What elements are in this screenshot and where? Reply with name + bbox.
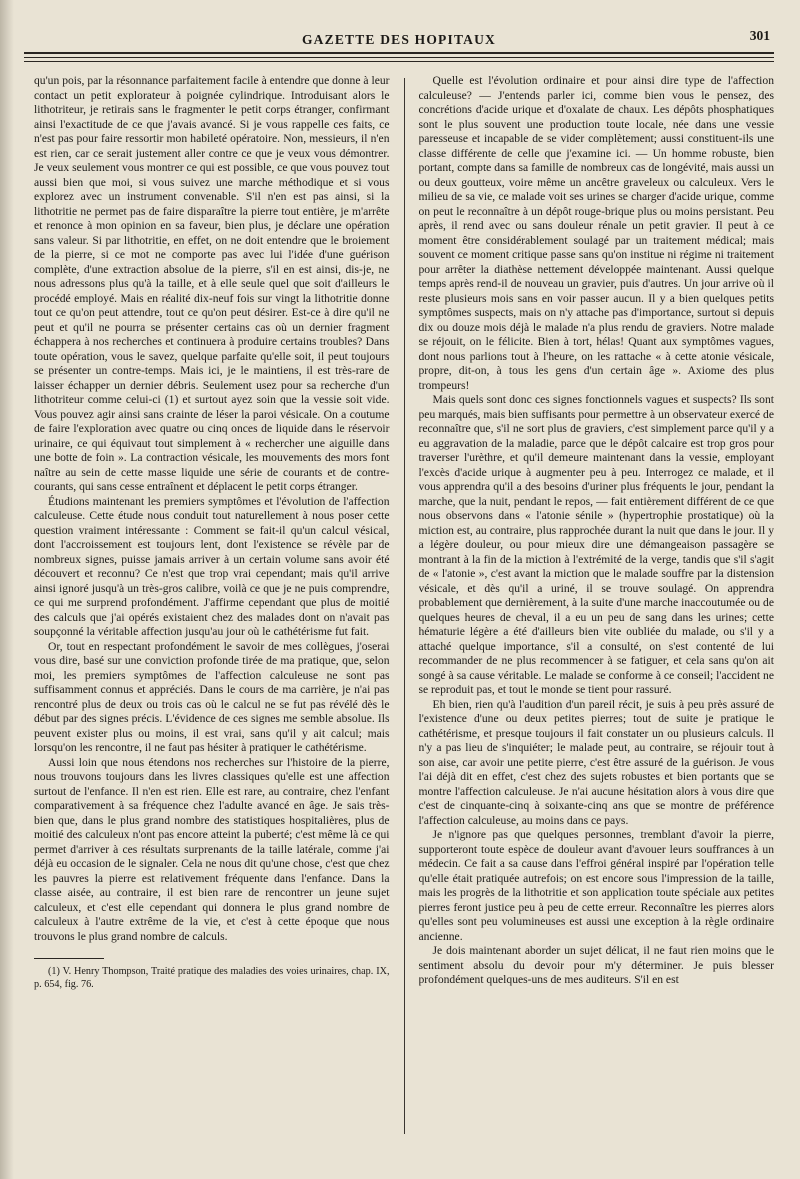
header-rule-thick [24,52,774,54]
footnote-rule [34,958,104,959]
left-paragraph-4: Aussi loin que nous étendons nos recherches sur l'histoire de la pierre, nous trouvons toujours dans les livres classiques qu'elle est une affection surtout de l'enfance. Il n'en est rien. Elle est rare, au contraire, chez l'enfant comparativement à sa fréquence chez l'adulte avancé en âge. Je sais très-bien que, dans le plus grand nombre des statistiques hospitalières, plus de moitié des calculeux n'ont pas encore atteint la puberté; c'est même là ce qui permet d'arriver à ces résultats surprenants de la taille latérale, comme j'ai déjà eu occasion de le signaler. Cela ne nous dit qu'une chose, c'est que chez les pauvres la pierre est relativement fréquente dans l'enfance. Dans la classe aisée, au contraire, il est bien rare de rencontrer un jeune sujet calculeux, et c'est elle cependant qui donnera le plus grand nombre de calculeux à l'autre extrême de la vie, et c'est à cette époque que nous trouvons le plus grand nombre de calculs. [34,755,390,943]
header-rule-thin-2 [24,61,774,62]
left-column [34,74,390,1134]
journal-title: GAZETTE DES HOPITAUX [301,32,497,47]
right-paragraph-3: Eh bien, rien qu'à l'audition d'un pareil récit, je suis à peu près assuré de l'existence d'une ou deux petites pierres; tout de suite je pratique le cathétérisme, et presque toujours il fait constater un ou plusieurs calculs. Il n'y a pas lieu de s'inquiéter; le malade peut, au contraire, se réjouir tout à son aise, car avoir une petite pierre, c'est être assuré de la guérison. Je vous l'ai déjà dit en effet, c'est chez des sujets robustes et bien portants que se montre l'affection calculeuse. Je n'ai aucune hésitation alors à vous dire que c'est de cinquante-cinq à soixante-cinq ans que se montre de préférence l'affection calculeuse, au moins dans ce pays. [418,697,774,827]
right-paragraph-4: Je n'ignore pas que quelques personnes, tremblant d'avoir la pierre, supporteront toute espèce de douleur avant d'avouer leurs souffrances à un médecin. Ce fait a sa cause dans l'effroi général inspiré par l'opération telle qu'elle était pratiquée autrefois; on est encore sous l'impression de la taille, mais les progrès de la lithotritie et son application toute spéciale aux petites pierres feront justice peu à peu de cette erreur. Reconnaître les pierres alors qu'elles sont peu volumineuses est aussi une exception à la règle ordinaire ancienne. [418,828,774,943]
page-binding-shadow [0,0,14,1179]
right-column [419,74,775,1134]
header-rule-thin [24,57,774,58]
masthead [24,24,774,66]
right-paragraph-5: Je dois maintenant aborder un sujet délicat, il ne faut rien moins que le sentiment absolu du devoir pour m'y déterminer. Je puis blesser profondément quelques-uns de mes auditeurs. S'il en est [418,944,774,986]
right-paragraph-2: Mais quels sont donc ces signes fonctionnels vagues et suspects? Ils sont peu marqués, mais bien suffisants pour permettre à un observateur exercé de reconnaître que, s'il ne sort plus de graviers, c'est simplement parce qu'il y a eu aggravation de la maladie, parce que le dépôt calcaire est trop gros pour traverser l'urèthre, et qu'il demeure maintenant dans la vessie, employant l'excès d'acide urique à augmenter peu à peu. Interrogez ce malade, et il vous apprendra qu'il a des besoins d'uriner plus fréquents le jour, pendant la marche, que la nuit, pendant le repos, — fait entièrement différent de ce que nous observons dans « l'atonie sénile » (hypertrophie prostatique) où la miction est, au contraire, plus rapprochée durant la nuit que dans le jour. Il y a légère douleur, ou pour mieux dire une démangeaison passagère se montrant à la fin de la miction à l'extrémité de la verge, tandis que s'il s'agit de « l'atonie », c'est avant la miction que le malade souffre par la distension vésicale, et dès qu'il a uriné, il se trouve soulagé. On apprendra probablement que dernièrement, à la suite d'une marche inaccoutumée ou de quelques heures de cheval, il a eu un peu de sang dans les urines; cette hématurie légère a été d'ailleurs bien vite oubliée du malade, ou s'il y a attaché quelque importance, s'il a consulté, on s'est contenté de lui recommander de ne plus recommencer à se fatiguer, et cela sans qu'on ait songé à sa cause véritable. Le malade se conforme à ce conseil; l'accident ne se reproduit pas, et tout le monde se tient pour rassuré. [418,393,774,696]
left-paragraph-1: qu'un pois, par la résonnance parfaitement facile à entendre que donne à leur contact un petit explorateur à poignée cylindrique. Introduisant alors le lithotriteur, je retirais sans le fragmenter le petit corps étranger, confirmant ainsi l'exactitude de ce que j'avais avancé. Si je vous rappelle ces faits, ce n'est pas pour faire ressortir mon habileté opératoire. Non, messieurs, il n'en est rien, car ce serait justement aller contre ce que je veux vous démontrer. Je veux seulement vous montrer ce qui est possible, ce que vous pouvez tout aussi bien que moi, si vous suivez une marche méthodique et si vous explorez avec un instrument convenable. S'il n'en est pas ainsi, si la lithotritie ne permet pas de faire disparaître la pierre tout entière, je m'arrête et renonce à mon opinion en sa faveur, bien plus, je déclare une opération sans valeur. Si par lithotritie, en effet, on ne doit entendre que le broiement de la pierre, si ce mot ne comporte pas avec lui l'idée d'une guérison complète, d'une extraction absolue de la pierre, s'il en est ainsi, dis-je, ne nous adressons plus qu'à la taille, et à elle seule quel que soit d'ailleurs le procédé employé. Mais en réalité dix-neuf fois sur vingt la lithotritie donne tout ce qu'on peut attendre, tout ce qu'on peut désirer. Est-ce à dire qu'il ne peut et qu'il ne pourra se présenter certains cas où un dernier fragment échappera à nos recherches et continuera à produire certains troubles? Dans toute opération, vous le savez, quelque parfaite qu'elle soit, il peut toujours se présenter un contre-temps. Mais ici, je le maintiens, il est très-rare de laisser échapper un dernier débris. Seulement usez pour sa recherche d'un lithotriteur comme celui-ci (1) et surtout ayez soin que la vessie soit vide. Vous pouvez agir ainsi sans crainte de léser la paroi vésicale. On a coutume de faire l'exploration avec quatre ou cinq onces de liquide dans le réservoir urinaire, ce qui équivaut tout simplement à « rechercher une aiguille dans une botte de foin ». La contraction vésicale, les mouvements des mors font naître au sein de cette masse liquide une série de courants et de contre-courants, qui sans cesse entraînent et déplacent le petit corps étranger. [34,74,390,493]
page-number: 301 [749,28,770,43]
column-divider [404,78,405,1134]
article-columns [34,74,774,1134]
left-paragraph-3: Or, tout en respectant profondément le savoir de mes collègues, j'oserai vous dire, basé sur une conviction profonde tirée de ma pratique, que, selon moi, les premiers symptômes de l'affection calculeuse ne sont pas suffisamment connus et appréciés. Dans le cours de ma carrière, je n'ai pas rencontré plus de deux ou trois cas où le calcul ne se fut pas révélé dès le début par des signes précis. L'évidence de ces signes me semble absolue. Ils peuvent exister plus ou moins, il est vrai, sans qu'il y ait calcul; mais lorsqu'on les rencontre, il ne faut pas hésiter à pratiquer le cathétérisme. [34,639,390,754]
left-paragraph-2: Étudions maintenant les premiers symptômes et l'évolution de l'affection calculeuse. Cette étude nous conduit tout naturellement à nous poser cette question vraiment intéressante : Comment se fait-il qu'un calcul vésical, dont l'accroissement est toujours lent, dont l'existence se révèle par de nombreux signes, puisse jamais arriver à un certain volume sans avoir été découvert et reconnu? Ce n'est que trop vrai cependant; mais qu'il arrive ainsi ignoré jusqu'à un très-gros calibre, voilà ce que je ne puis comprendre, ce qui me surprend profondément. J'affirme cependant que plus de moitié des calculs que j'ai opérés existaient chez des malades dont on n'avait pas soupçonné la véritable affection jusqu'au jour où le cathétérisme fut fait. [34,494,390,638]
right-paragraph-1: Quelle est l'évolution ordinaire et pour ainsi dire type de l'affection calculeuse? — J'entends parler ici, comme bien vous le pensez, des concrétions d'acide urique et d'oxalate de chaux. Les dépôts phosphatiques sont le plus souvent une production toute locale, née dans une vessie paresseuse et incapable de se vider complètement; aussi constituent-ils une classe différente de celle que j'examine ici. — Un homme robuste, bien portant, compte dans sa famille de nombreux cas de longévité, mais aussi un ou deux goutteux, voire même un ancêtre graveleux ou calculeux. Vers le milieu de sa vie, ce malade voit ses urines se charger d'acide urique, comme on peut le reconnaître à un dépôt rouge-brique plus ou moins persistant. Peu après, il rend avec ou sans douleur rénale un petit gravier. Il peut à ce moment être considérablement soulagé par un traitement médical; mais souvent ce moment critique passe sans qu'on institue ni régime ni traitement pour arrêter la diathèse nettement développée maintenant. Aussi quelque temps après rend-il de nouveau un gravier, puis d'autres. Un jour arrive où il reste plusieurs mois sans en voir passer aucun. Il y a bien quelques petits symptômes suspects, mais on n'y attache pas d'importance, surtout si depuis dix ou douze mois déjà le malade n'a plus rendu de graviers. Notre malade se réjouit, on le félicite. Bien à tort, hélas! Quant aux symptômes vagues, dont nous parlions tout à l'heure, on les rattache « à cette atonie vésicale, propre, dit-on, à tous les gens d'un certain âge ». Axiome des plus trompeurs! [418,74,774,392]
footnote: (1) V. Henry Thompson, Traité pratique des maladies des voies urinaires, chap. IX, p. 654, fig. 76. [34,966,390,990]
